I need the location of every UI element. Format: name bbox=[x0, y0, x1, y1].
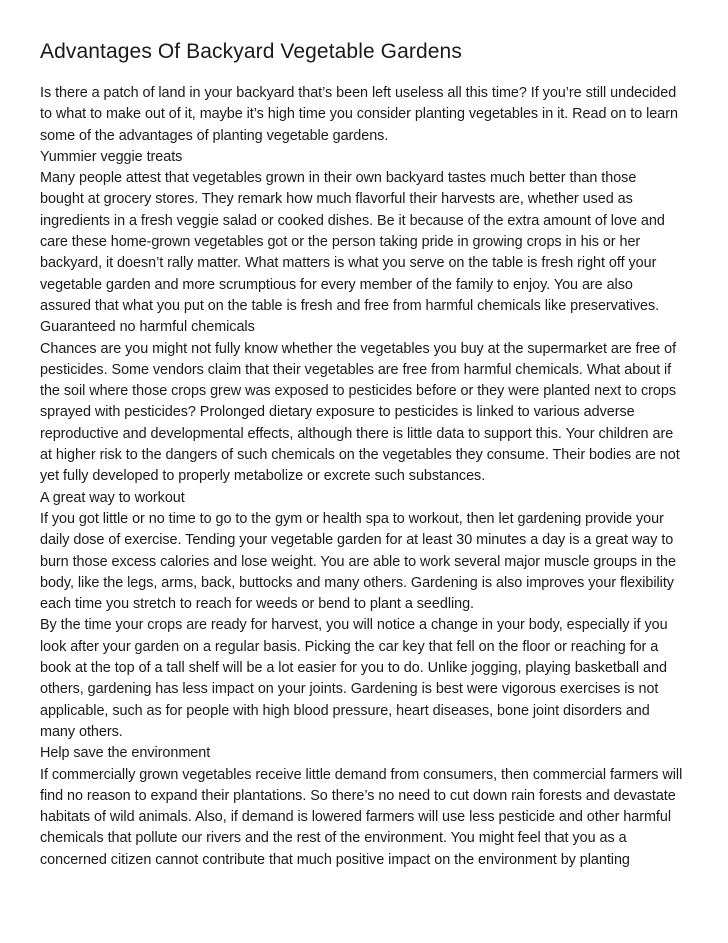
text-line: look after your garden on a regular basis. Picking the car key that fell on the floor or reaching for a bbox=[40, 638, 659, 655]
text-line: applicable, such as for people with high blood pressure, heart diseases, bone joint disorders and bbox=[40, 702, 650, 719]
text-line: habitats of wild animals. Also, if demand is lowered farmers will use less pesticide and other harmful bbox=[40, 809, 671, 826]
text-line: care these home-grown vegetables got or the person taking pride in growing crops in his or her bbox=[40, 234, 641, 251]
text-line: Guaranteed no harmful chemicals bbox=[40, 319, 255, 336]
text-line: Is there a patch of land in your backyard that’s been left useless all this time? If you’re still undecided bbox=[40, 85, 677, 101]
text-line: If you got little or no time to go to the gym or health spa to workout, then let gardening provide your bbox=[40, 510, 664, 527]
text-line: A great way to workout bbox=[40, 489, 185, 506]
text-line: at higher risk to the dangers of such chemicals on the vegetables they consume. Their bodies are not bbox=[40, 447, 680, 464]
text-line: pesticides. Some vendors claim that their vegetables are free from harmful chemicals. What about if bbox=[40, 361, 672, 378]
text-line: many others. bbox=[40, 723, 123, 740]
text-line: concerned citizen cannot contribute that much positive impact on the environment by planting bbox=[40, 851, 630, 868]
text-line: assured that what you put on the table is fresh and free from harmful chemicals like preservatives. bbox=[40, 297, 660, 314]
text-line: find no reason to expand their plantations. So there’s no need to cut down rain forests and devastate bbox=[40, 787, 676, 804]
text-line: By the time your crops are ready for harvest, you will notice a change in your body, especially if you bbox=[40, 617, 668, 634]
text-line: Help save the environment bbox=[40, 745, 211, 762]
text-line: If commercially grown vegetables receive little demand from consumers, then commercial farmers will bbox=[40, 766, 683, 783]
text-line: vegetable garden and more scrumptious for every member of the family to enjoy. You are also bbox=[40, 276, 633, 293]
text-line: backyard, it doesn’t rally matter. What matters is what you serve on the table is fresh right off your bbox=[40, 255, 657, 272]
text-line: Yummier veggie treats bbox=[40, 148, 183, 165]
text-line: Chances are you might not fully know whether the vegetables you buy at the supermarket are free of bbox=[40, 340, 677, 357]
text-line: to what to make out of it, maybe it’s high time you consider planting vegetables in it. Read on to learn bbox=[40, 106, 678, 123]
document-body bbox=[40, 83, 686, 871]
document-title: Advantages Of Backyard Vegetable Gardens bbox=[40, 40, 462, 63]
text-line: bought at grocery stores. They remark how much flavorful their harvests are, whether used as bbox=[40, 191, 633, 208]
text-line: chemicals that pollute our rivers and the rest of the environment. You might feel that you as a bbox=[40, 830, 627, 847]
text-line: ingredients in a fresh veggie salad or cooked dishes. Be it because of the extra amount of love and bbox=[40, 212, 665, 229]
text-line: book at the top of a tall shelf will be a lot easier for you to do. Unlike jogging, playing basketball and bbox=[40, 660, 667, 677]
text-line: reproductive and developmental effects, although there is little data to support this. Your children are bbox=[40, 425, 674, 442]
text-line: burn those excess calories and lose weight. You are able to work several major muscle groups in the bbox=[40, 553, 676, 570]
text-line: sprayed with pesticides? Prolonged dietary exposure to pesticides is linked to various adverse bbox=[40, 404, 635, 421]
text-line: Many people attest that vegetables grown in their own backyard tastes much better than those bbox=[40, 170, 637, 187]
text-line: each time you stretch to reach for weeds or bend to plant a seedling. bbox=[40, 596, 475, 613]
text-line: body, like the legs, arms, back, buttocks and many others. Gardening is also improves your flexibility bbox=[40, 574, 674, 591]
text-line: others, gardening has less impact on your joints. Gardening is best were vigorous exercises is not bbox=[40, 681, 659, 698]
text-line: daily dose of exercise. Tending your vegetable garden for at least 30 minutes a day is a great way to bbox=[40, 532, 674, 549]
text-line: yet fully developed to properly metabolize or excrete such substances. bbox=[40, 468, 486, 485]
text-line: the soil where those crops grew was exposed to pesticides before or they were planted next to crops bbox=[40, 383, 676, 400]
text-line: some of the advantages of planting vegetable gardens. bbox=[40, 127, 389, 144]
document-page bbox=[40, 38, 686, 871]
